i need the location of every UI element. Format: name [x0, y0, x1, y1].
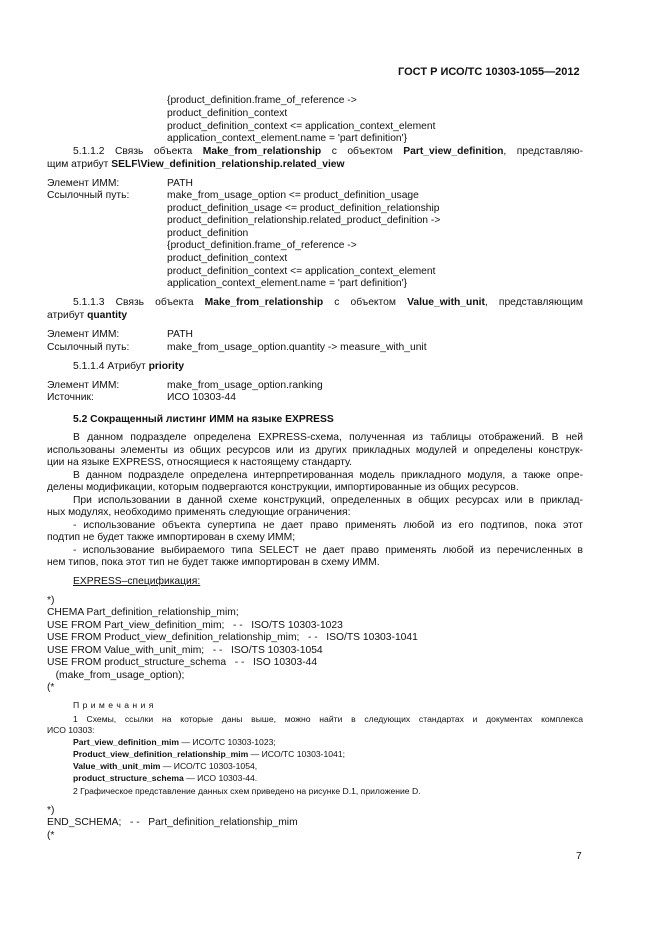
path-line: product_definition_context <= application_context_element: [167, 266, 436, 277]
source-label: Источник:: [47, 392, 94, 403]
mim-element-label: Элемент ИММ:: [47, 380, 120, 391]
section-5-2-title: 5.2 Сокращенный листинг ИММ на языке EXPRESS: [73, 414, 334, 425]
code-line: USE FROM product_structure_schema - - ISO 10303-44: [47, 657, 318, 668]
code-line: END_SCHEMA; - - Part_definition_relationship_mim: [47, 817, 298, 828]
note-reference: product_structure_schema — ИСО 10303-44.: [73, 773, 258, 783]
code-line: *): [47, 805, 55, 816]
note-reference: Value_with_unit_mim — ИСО/ТС 10303-1054,: [73, 761, 258, 771]
code-line: (make_from_usage_option);: [47, 670, 185, 681]
clause-5112-heading: 5.1.1.2 Связь объекта Make_from_relationship с объектом Part_view_definition, представляю-: [73, 146, 583, 157]
express-spec-label: EXPRESS–спецификация:: [73, 576, 201, 587]
list-item-line: нем типов, пока этот тип не будет также импортирован в схему ИММ.: [47, 557, 380, 568]
list-item-line: подтип не будет также импортирован в схему ИММ;: [47, 532, 296, 543]
reference-path-label: Ссылочный путь:: [47, 342, 130, 353]
clause-5113-heading-cont: атрибут quantity: [47, 310, 128, 321]
mim-element-value: PATH: [167, 329, 193, 340]
code-line: USE FROM Product_view_definition_relationship_mim; - - ISO/TS 10303-1041: [47, 632, 418, 643]
path-line: product_definition_context: [167, 253, 288, 264]
code-line: USE FROM Value_with_unit_mim; - - ISO/TS 10303-1054: [47, 645, 323, 656]
code-line: (*: [47, 682, 55, 693]
list-item-line: - использование объекта супертипа не дает право применять любой из его подтипов, пока этот: [73, 520, 583, 531]
path-line: product_definition: [167, 228, 249, 239]
note-line: 1 Схемы, ссылки на которые даны выше, можно найти в следующих стандартах и документах комплекса: [73, 714, 583, 724]
mim-element-value: PATH: [167, 178, 193, 189]
clause-5112-heading-cont: щим атрибут SELF\View_definition_relationship.related_view: [47, 159, 345, 170]
path-line: {product_definition.frame_of_reference ->: [167, 95, 357, 106]
paragraph-line: ных модулях, необходимо применять следующие ограничения:: [47, 507, 351, 518]
note-line: 2 Графическое представление данных схем приведено на рисунке D.1, приложение D.: [73, 786, 421, 796]
path-line: product_definition_relationship.related_product_definition ->: [167, 215, 441, 226]
mim-element-label: Элемент ИММ:: [47, 329, 120, 340]
standard-header: ГОСТ Р ИСО/ТС 10303-1055—2012: [398, 66, 580, 78]
code-line: *): [47, 595, 55, 606]
clause-5114-heading: 5.1.1.4 Атрибут priority: [73, 361, 185, 372]
paragraph-line: делены модификации, которым подвергаются конструкции, импортированные из общих ресурсов.: [47, 482, 519, 493]
source-value: ИСО 10303-44: [167, 392, 236, 403]
notes-title: П р и м е ч а н и я: [73, 700, 154, 710]
code-line: CHEMA Part_definition_relationship_mim;: [47, 607, 239, 618]
note-reference: Part_view_definition_mim — ИСО/ТС 10303-1023;: [73, 737, 276, 747]
path-line: application_context_element.name = 'part definition'}: [167, 133, 408, 144]
list-item-line: - использование выбираемого типа SELECT не дает право применять любой из перечисленных в: [73, 545, 583, 556]
reference-path-label: Ссылочный путь:: [47, 190, 130, 201]
mim-element-label: Элемент ИММ:: [47, 178, 120, 189]
path-line: product_definition_usage <= product_definition_relationship: [167, 203, 440, 214]
note-line: ИСО 10303:: [47, 725, 95, 735]
mim-element-value: make_from_usage_option.ranking: [167, 380, 323, 391]
page-number: 7: [576, 851, 582, 862]
path-line: application_context_element.name = 'part definition'}: [167, 278, 408, 289]
paragraph-line: использованы элементы из общих ресурсов или из других прикладных модулей и определены конструк-: [47, 445, 583, 456]
path-line: product_definition_context <= application_context_element: [167, 121, 436, 132]
paragraph-line: ции на языке EXPRESS, относящиеся к настоящему стандарту.: [47, 457, 353, 468]
clause-5113-heading: 5.1.1.3 Связь объекта Make_from_relationship с объектом Value_with_unit, представляющим: [73, 297, 584, 308]
code-line: (*: [47, 830, 55, 841]
path-line: make_from_usage_option.quantity -> measure_with_unit: [167, 342, 427, 353]
code-line: USE FROM Part_view_definition_mim; - - ISO/TS 10303-1023: [47, 620, 343, 631]
paragraph-line: В данном подразделе определена EXPRESS-схема, полученная из таблицы отображений. В ней: [73, 432, 583, 443]
paragraph-line: В данном подразделе определена интерпретированная модель прикладного модуля, а также опре-: [73, 470, 583, 481]
path-line: make_from_usage_option <= product_definition_usage: [167, 190, 419, 201]
paragraph-line: При использовании в данной схеме конструкций, определенных в общих ресурсах или в приклад-: [73, 495, 583, 506]
path-line: {product_definition.frame_of_reference ->: [167, 240, 357, 251]
path-line: product_definition_context: [167, 108, 288, 119]
note-reference: Product_view_definition_relationship_mim — ИСО/ТС 10303-1041;: [73, 749, 346, 759]
